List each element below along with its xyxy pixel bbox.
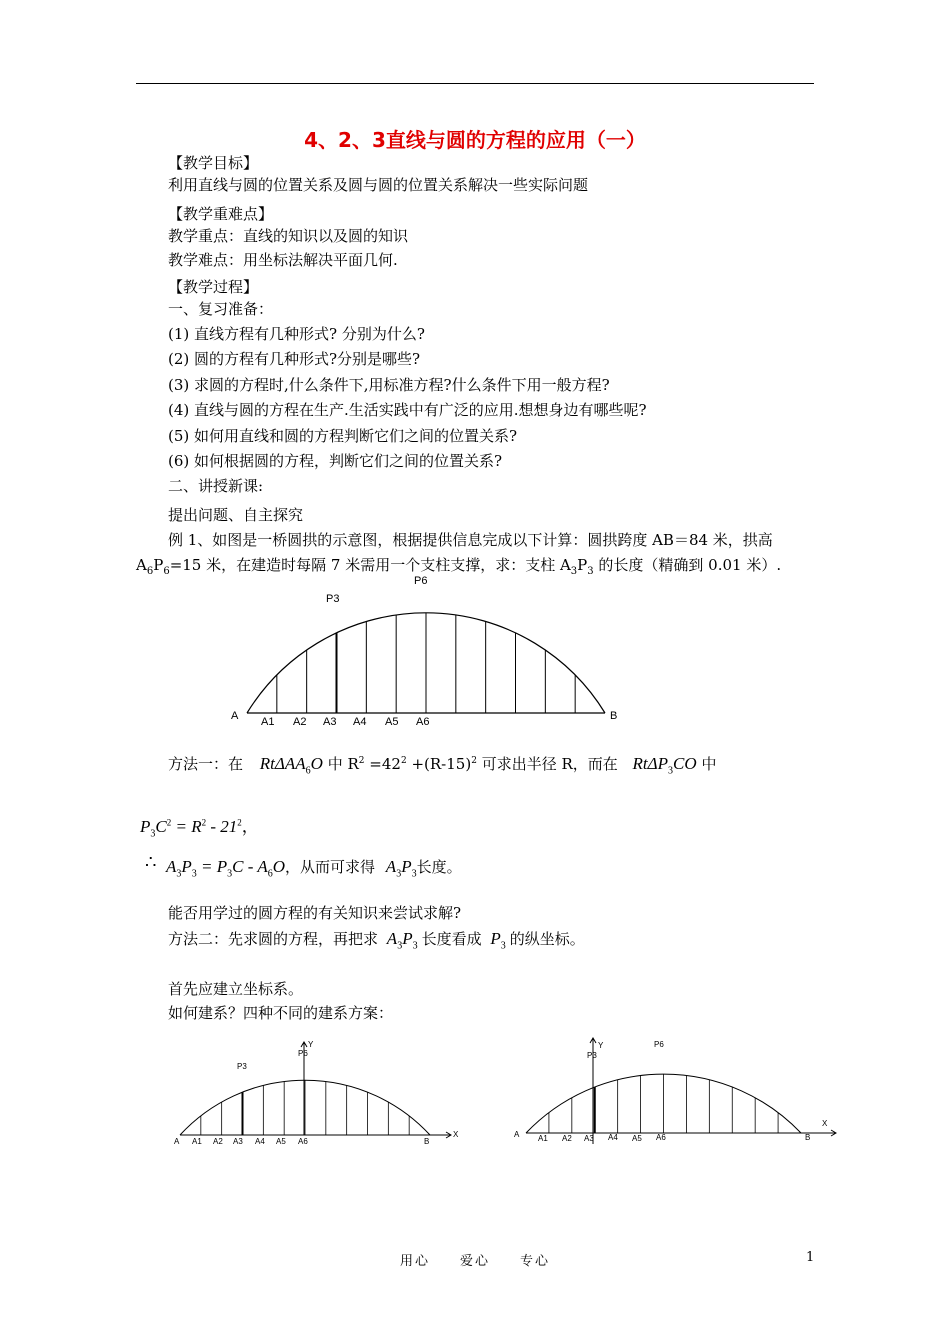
new-lesson-heading: 二、讲授新课:: [168, 477, 264, 495]
question-1: (1) 直线方程有几种形式? 分别为什么?: [168, 325, 425, 343]
question-6: (6) 如何根据圆的方程，判断它们之间的位置关系?: [168, 452, 503, 470]
question-5: (5) 如何用直线和圆的方程判断它们之间的位置关系?: [168, 427, 518, 445]
label-A5: A5: [276, 1137, 286, 1146]
label-B: B: [424, 1137, 430, 1146]
formula-p3c: $P_3C^2 = R^2 - 21^2$，: [140, 817, 259, 840]
label-A5: A5: [385, 716, 399, 728]
label-Y: Y: [308, 1040, 314, 1049]
header-rule: [136, 83, 814, 84]
label-A: A: [514, 1130, 520, 1139]
label-A2: A2: [213, 1137, 223, 1146]
label-A3: A3: [233, 1137, 243, 1146]
label-X: X: [453, 1130, 459, 1139]
label-A1: A1: [538, 1134, 548, 1143]
how-to-setup: 如何建系？四种不同的建系方案：: [168, 1004, 394, 1022]
label-A1: A1: [261, 716, 275, 728]
process-heading: 【教学过程】: [168, 278, 259, 296]
explore-heading: 提出问题、自主探究: [168, 506, 304, 524]
page-title: 4、2、3直线与圆的方程的应用（一）: [304, 128, 646, 152]
label-A: A: [174, 1137, 180, 1146]
arch-figure-scheme-1: [168, 1038, 468, 1148]
label-X: X: [822, 1119, 828, 1128]
method2-line: 方法二：先求圆的方程，再把求 $A_3P_3$ 长度看成 $P_3$ 的纵坐标。: [168, 929, 585, 952]
formula-a3p3: $A_3P_3 = P_3C - A_6O$，从而可求得 $A_3P_3$长度。: [166, 857, 462, 880]
label-A6: A6: [656, 1133, 666, 1142]
label-A4: A4: [255, 1137, 265, 1146]
label-A6: A6: [298, 1137, 308, 1146]
goal-heading: 【教学目标】: [168, 154, 259, 172]
label-A6: A6: [416, 716, 430, 728]
label-A4: A4: [608, 1133, 618, 1142]
label-B: B: [610, 710, 618, 722]
key-point: 教学重点：直线的知识以及圆的知识: [168, 227, 409, 245]
label-Y: Y: [598, 1041, 604, 1050]
label-P6: P6: [414, 575, 428, 587]
label-A: A: [231, 710, 239, 722]
question-2: (2) 圆的方程有几种形式?分别是哪些?: [168, 350, 421, 368]
setup-coordinate: 首先应建立坐标系。: [168, 980, 304, 998]
page-number: 1: [806, 1250, 815, 1265]
label-A3: A3: [584, 1134, 594, 1143]
arch-figure-scheme-2: [508, 1034, 848, 1146]
question-4: (4) 直线与圆的方程在生产.生活实践中有广泛的应用.想想身边有哪些呢?: [168, 401, 647, 419]
label-P3: P3: [587, 1051, 597, 1060]
label-A5: A5: [632, 1134, 642, 1143]
label-P6: P6: [298, 1049, 308, 1058]
label-B: B: [805, 1133, 811, 1142]
label-A4: A4: [353, 716, 367, 728]
goal-text: 利用直线与圆的位置关系及圆与圆的位置关系解决一些实际问题: [168, 176, 589, 194]
example-line-2: $A_6P_6=15$ 米，在建造时每隔 7 米需用一个支柱支撑，求：支柱 $A_3P_3$ 的长度（精确到 0.01 米）.: [136, 556, 782, 577]
review-heading: 一、复习准备：: [168, 300, 274, 318]
method1-line: 方法一：在 RtΔAA$_6$O 中 $R^2 =42^2 +(R-15)^2$ 可求出半径 R，而在 RtΔP$_3$CO 中: [168, 754, 717, 777]
question-3: (3) 求圆的方程时,什么条件下,用标准方程?什么条件下用一般方程?: [168, 376, 610, 394]
label-P3: P3: [237, 1062, 247, 1071]
label-P6: P6: [654, 1040, 664, 1049]
label-A1: A1: [192, 1137, 202, 1146]
footer-text: 用心 爱心 专心: [399, 1254, 550, 1269]
therefore-symbol: ∴: [145, 852, 157, 873]
label-A2: A2: [293, 716, 307, 728]
arch-figure-main: [225, 570, 635, 730]
key-heading: 【教学重难点】: [168, 205, 274, 223]
label-A3: A3: [323, 716, 337, 728]
method2-question: 能否用学过的圆方程的有关知识来尝试求解?: [168, 904, 462, 922]
difficulty: 教学难点：用坐标法解决平面几何.: [168, 251, 398, 269]
example-line-1: 例 1、如图是一桥圆拱的示意图，根据提供信息完成以下计算：圆拱跨度 AB＝84 米，拱高: [168, 531, 773, 549]
label-P3: P3: [326, 593, 340, 605]
label-A2: A2: [562, 1134, 572, 1143]
